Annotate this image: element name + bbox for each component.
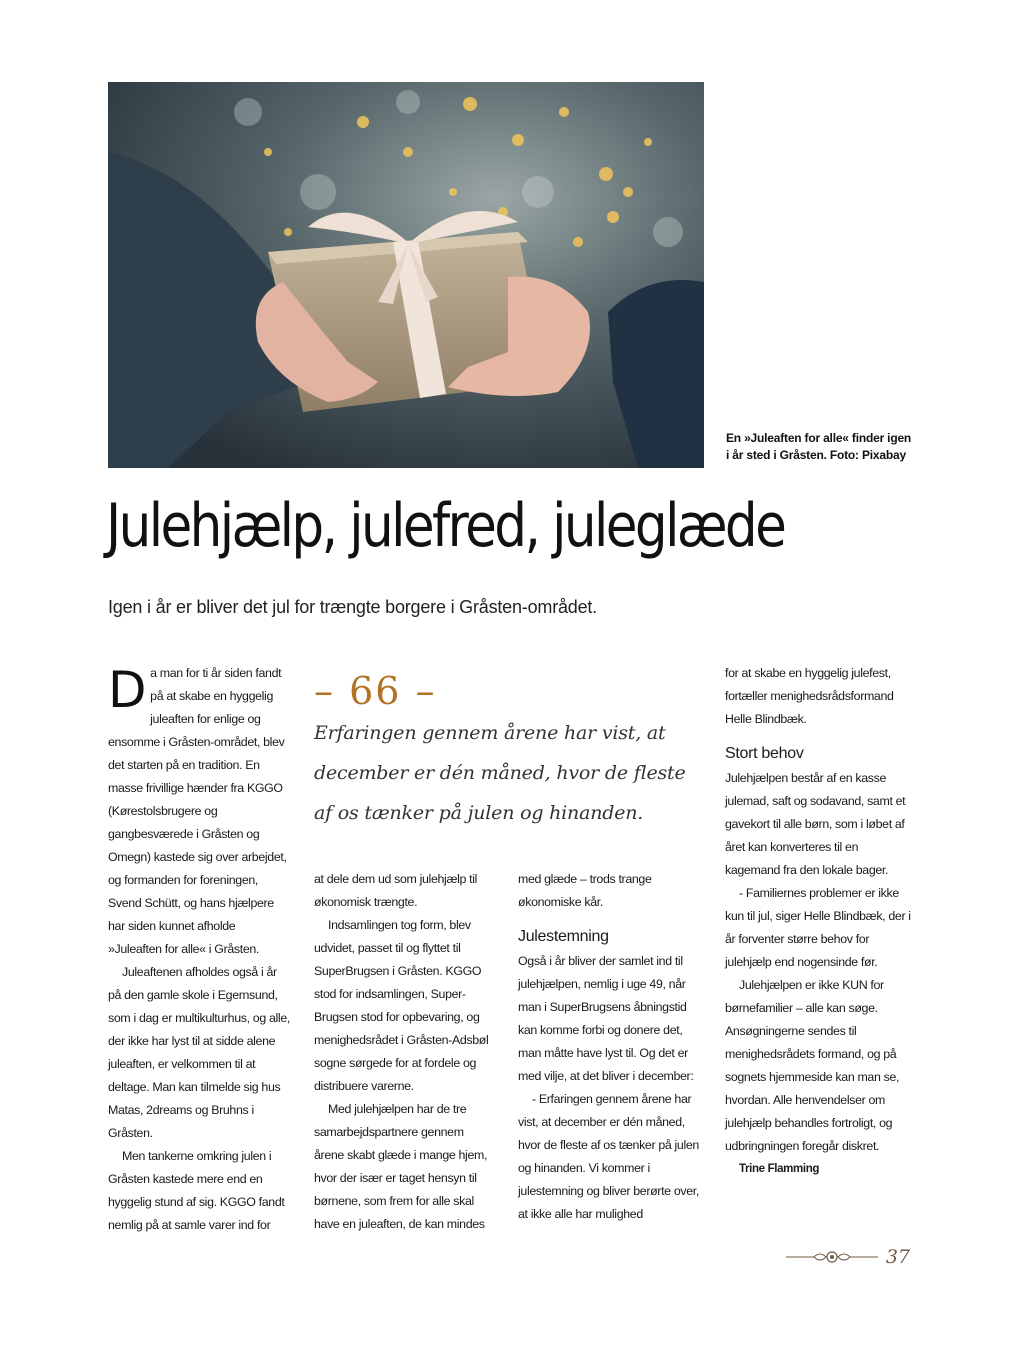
- column1-paragraph-3: Men tankerne omkring julen i Gråsten kastede mere end en hyggelig stund af sig. KGGO fandt nemlig på at samle varer ind for: [108, 1149, 285, 1232]
- page-number: 37: [885, 1246, 910, 1268]
- column3-paragraph-3: - Erfaringen gennem årene har vist, at december er dén måned, hvor de fleste af os tænker på julen og hinanden. Vi kommer i julestemning og bliver berørte over, at ikke alle har mulighed: [518, 1092, 699, 1221]
- column2-paragraph-2: Indsamlingen tog form, blev udvidet, passet til og flyttet til SuperBrugsen i Gråsten. KGGO stod for indsamlingen, Super-Brugsen stod for opbevaring, og menighedsrådet i Gråsten-Adsbøl sogne sørgede for at fordele og distribuere varerne.: [314, 918, 489, 1093]
- article-column-2: [314, 868, 496, 1236]
- column4-paragraph-2: Julehjælpen består af en kasse julemad, saft og sodavand, samt et gavekort til alle børn, som i løbet af året kan konverteres til en kagemand fra den lokale bager.: [725, 771, 906, 877]
- column4-paragraph-3: - Familiernes problemer er ikke kun til jul, siger Helle Blindbæk, der i år forventer større behov for julehjælp end nogensinde før.: [725, 886, 911, 969]
- section-heading-julestemning: Julestemning: [518, 928, 609, 945]
- quote-mark-icon: – 66 –: [314, 669, 437, 713]
- column3-paragraph-2: Også i år bliver der samlet ind til julehjælpen, nemlig i uge 49, når man i SuperBrugsens åbningstid kan komme forbi og donere det, man måtte have lyst til. Og det er med vilje, at det bliver i december:: [518, 954, 694, 1083]
- column1-paragraph-1: [108, 662, 290, 961]
- gift-photo-illustration: [108, 82, 704, 468]
- column4-paragraph-1: for at skabe en hyggelig julefest, fortæller menighedsrådsformand Helle Blindbæk.: [725, 666, 894, 726]
- column2-paragraph-1: at dele dem ud som julehjælp til økonomisk trængte.: [314, 872, 478, 909]
- section-heading-stort-behov: Stort behov: [725, 745, 804, 762]
- article-headline: Julehjælp, julefred, juleglæde: [106, 491, 785, 561]
- article-subhead: Igen i år er bliver det jul for trængte borgere i Gråsten-området.: [108, 597, 598, 617]
- byline: Trine Flamming: [739, 1163, 820, 1175]
- article-column-4: [725, 662, 911, 1181]
- article-column-1: [108, 662, 290, 1237]
- page-footer: [786, 1244, 910, 1270]
- photo-caption: En »Juleaften for alle« finder igen i år sted i Gråsten. Foto: Pixabay: [726, 431, 912, 462]
- pull-quote: Erfaringen gennem årene har vist, at december er dén måned, hvor de fleste af os tænker på julen og hinanden.: [314, 722, 686, 824]
- drop-cap: D: [108, 661, 147, 719]
- column1-paragraph-2: Juleaftenen afholdes også i år på den gamle skole i Egernsund, som i dag er multikulturhus, og alle, der ikke har lyst til at sidde alene juleaften, er velkommen til at deltage. Man kan tilmelde sig hus Matas, 2dreams og Bruhns i Gråsten.: [108, 965, 290, 1140]
- column1-text-1: a man for ti år siden fandt på at skabe en hyggelig juleaften for enlige og ensomme i Gråsten-området, blev det starten på en tradition. En masse frivillige hænder fra KGGO (Kørestolsbrugere og gangbesværede i Gråsten og Omegn) kastede sig over arbejdet, og formanden for foreningen, Svend Schütt, og hans hjælpere har siden kunnet afholde »Juleaften for alle« i Gråsten.: [108, 666, 287, 956]
- ornament-icon: [786, 1247, 878, 1267]
- article-photo: [108, 82, 704, 468]
- column4-paragraph-4: Julehjælpen er ikke KUN for børnefamilier – alle kan søge. Ansøgningerne sendes til menighedsrådets formand, og på sognets hjemmeside kan man se, hvordan. Alle henvendelser om julehjælp behandles fortroligt, og udbringningen foregår diskret.: [725, 978, 900, 1153]
- article-column-3: [518, 868, 704, 1226]
- column2-paragraph-3: Med julehjælpen har de tre samarbejdspartnere gennem årene skabt glæde i mange hjem, hvor der især er taget hensyn til børnene, som frem for alle skal have en juleaften, de kan mindes: [314, 1102, 488, 1231]
- column3-paragraph-1: med glæde – trods trange økonomiske kår.: [518, 872, 652, 909]
